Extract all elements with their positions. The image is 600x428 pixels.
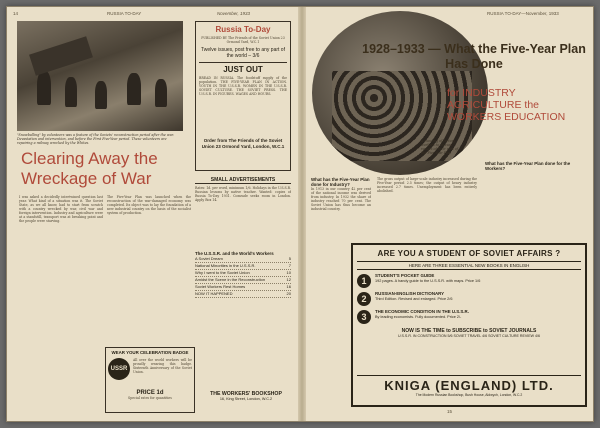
right-body-col-lower — [311, 243, 347, 411]
rt-box-publisher: PUBLISHED BY The Friends of the Soviet Union 23 Ormond Yard, W.C.1 — [201, 36, 285, 44]
student-ad-title: ARE YOU A STUDENT OF SOVIET AFFAIRS ? — [377, 249, 561, 258]
magazine-spread — [6, 6, 594, 422]
right-body-col2 — [377, 177, 477, 239]
book-item-text — [375, 310, 469, 324]
book-item — [357, 274, 581, 288]
bookshop-address: 16, King Street, London, W.C.2 — [219, 397, 273, 401]
rt-box-price: Twelve issues, post free to any part of the world – 3/6 — [201, 47, 285, 59]
just-out-title: JUST OUT — [199, 62, 287, 74]
book-item-number: 3 — [357, 310, 371, 324]
book-item-desc: By leading economists. Fully documented. Price 2/- — [375, 314, 462, 319]
workers-bookshop — [199, 391, 293, 413]
student-books-ad — [351, 243, 587, 407]
left-body-text: I was asked a decidedly intertwined question last year. What kind of a situation was it. The Soviet State, as we all know, had to start from scratch with a country wrecked by war, civil war and foreign intervention. Industry and agriculture were at a standstill, transport was at breaking point and the people were starving. — [19, 195, 103, 223]
toc-item-page: 20 — [286, 291, 291, 296]
toc-item — [195, 256, 291, 263]
book-item-head: STUDENT'S POCKET GUIDE — [375, 273, 435, 278]
book-item-desc: Third Edition. Revised and enlarged. Price 2/6 — [375, 296, 453, 301]
book-item-text — [375, 274, 480, 288]
book-item-text — [375, 292, 452, 306]
toc-item-page: 5 — [288, 256, 291, 261]
toc-item — [195, 291, 291, 298]
book-item-head: RUSSIAN-ENGLISH DICTIONARY — [375, 291, 445, 296]
toc-item-page: 12 — [286, 277, 291, 282]
book-item-desc: 192 pages. A handy guide to the U.S.S.R. with maps. Price 1/6 — [375, 278, 481, 283]
right-running-head: RUSSIA TO-DAY—November, 1933 — [487, 11, 559, 16]
right-body-text2: The gross output of large-scale industry increased during the Five-Year period 2.5 times; the output of heavy industry increased 2.7 times. Unemployment has been entirely abolished. — [377, 177, 477, 193]
small-ads — [195, 177, 291, 247]
rt-box-title: Russia To-Day — [215, 25, 271, 34]
industry-question: What has the Five-Year Plan done for Industry? — [311, 177, 370, 187]
student-ad-subtitle: HERE ARE THREE ESSENTIAL NEW BOOKS IN ENGLISH — [357, 261, 581, 270]
left-page-number: 14 — [13, 11, 19, 16]
book-item — [357, 292, 581, 306]
five-year-plan-headline: 1928–1933 — What the Five-Year Plan Has Done — [362, 42, 586, 71]
badge-title: WEAR YOUR CELEBRATION BADGE — [111, 350, 189, 355]
book-item-head: THE ECONOMIC CONDITION IN THE U.S.S.R. — [375, 309, 469, 314]
clearing-headline: Clearing Away the Wreckage of War — [21, 149, 158, 188]
toc-item-label: Amidst the Scene in the Reconstruction — [195, 277, 266, 282]
toc-item — [195, 284, 291, 291]
right-body-col3 — [485, 137, 589, 237]
left-running-head: RUSSIA TO-DAY — [107, 11, 142, 16]
toc-title: The U.S.S.R. and the World's Workers — [195, 251, 274, 256]
toc-item — [195, 263, 291, 270]
contents-list — [195, 251, 291, 351]
book-item-number: 2 — [357, 292, 371, 306]
small-ads-title: SMALL ADVERTISEMENTS — [195, 177, 291, 184]
railway-photo — [17, 21, 183, 131]
meeting-caption: A meeting of factory workers to discuss results of their part of the Five-Year Plan — [421, 139, 459, 155]
badge-box — [105, 347, 195, 413]
toc-item — [195, 277, 291, 284]
workers-question: What has the Five-Year Plan done for the Workers? — [485, 161, 571, 171]
kniga-block — [357, 375, 581, 401]
toc-item-label: Why I went to the Soviet Union — [195, 270, 250, 275]
book-item — [357, 310, 581, 324]
toc-item-page: 10 — [286, 270, 291, 275]
toc-item-label: National Minorities in the U.S.S.R. — [195, 263, 256, 268]
small-ads-text: Rates: 1d. per word, minimum 1/6. Holidays in the U.S.S.R. Russian lessons by native teacher. Wanted: copies of Russia To-Day 1931. Comrade seeks room in London. Apply Box 14. — [195, 186, 291, 202]
russia-today-box — [195, 21, 291, 171]
toc-item-page: 7 — [288, 263, 291, 268]
right-body-text: In 1913 in our country 42 per cent of the national income was derived from industry. In 1932 the share of industry reached 70 per cent. The Soviet Union has thus become an industrial country. — [311, 187, 371, 211]
toc-item-label: Soviet Workers Rest Homes — [195, 284, 246, 289]
gutter — [298, 7, 306, 421]
right-page-number: 15 — [447, 409, 453, 414]
just-out-list: BREAD IN RUSSIA. The foodstuff supply of the population. THE FIVE-YEAR PLAN IN ACTION. YOUTH IN THE U.S.S.R. WOMEN IN THE U.S.S.R. SOVIET CULTURE. THE SOVIET PRESS. THE U.S.S.R. IN FIGURES. WAGES AND HOURS. — [199, 76, 287, 96]
bookshop-title: THE WORKERS' BOOKSHOP — [210, 391, 282, 397]
ussr-badge-logo: USSR — [108, 358, 130, 380]
toc-item-page: 16 — [286, 284, 291, 289]
badge-price-note: Special rates for quantities — [128, 396, 172, 400]
badge-text: All over the world workers will be proudly wearing this badge. Sixteenth Anniversary of the Soviet Union. — [133, 358, 192, 374]
five-year-plan-subheadline: for INDUSTRY AGRICULTURE the WORKERS EDUCATION — [447, 87, 566, 123]
badge-price: PRICE 1d — [136, 390, 164, 396]
right-body-col1 — [311, 177, 371, 237]
kniga-address: The Modern Russian Bookshop, Bush House, Aldwych, London, W.C.2 — [415, 393, 523, 397]
kniga-publisher: KNIGA (ENGLAND) LTD. — [384, 378, 554, 393]
toc-item-label: A Soviet Dream — [195, 256, 223, 261]
toc-item-label: NOW IT HAPPENED — [195, 291, 233, 296]
left-photo-caption: "Snowballing" by volunteers was a feature of the Soviets' reconstruction period after the war. Devastation and intervention, and before the First Five-Year period. These volunteers are repairing a railway wrecked by the Whites. — [17, 133, 174, 145]
left-running-date: November, 1933 — [217, 11, 251, 16]
toc-item — [195, 270, 291, 277]
subscribe-label: NOW IS THE TIME to SUBSCRIBE to SOVIET JOURNALS — [401, 328, 537, 334]
book-item-number: 1 — [357, 274, 371, 288]
subscribe-note: U.S.S.R. IN CONSTRUCTION 5/6 SOVIET TRAVEL 4/6 SOVIET CULTURE REVIEW 4/6 — [397, 334, 541, 338]
left-body-col1 — [19, 195, 103, 409]
rt-order-from: Order from The Friends of the Soviet Union 23 Ormond Yard, London, W.C.1 — [201, 138, 285, 149]
left-body-text2: The Five-Year Plan was launched when the reconstruction of the war-damaged economy was completed. Its object was to lay the foundation of a new industrial country on the basis of the socialist system of production. — [107, 195, 191, 215]
